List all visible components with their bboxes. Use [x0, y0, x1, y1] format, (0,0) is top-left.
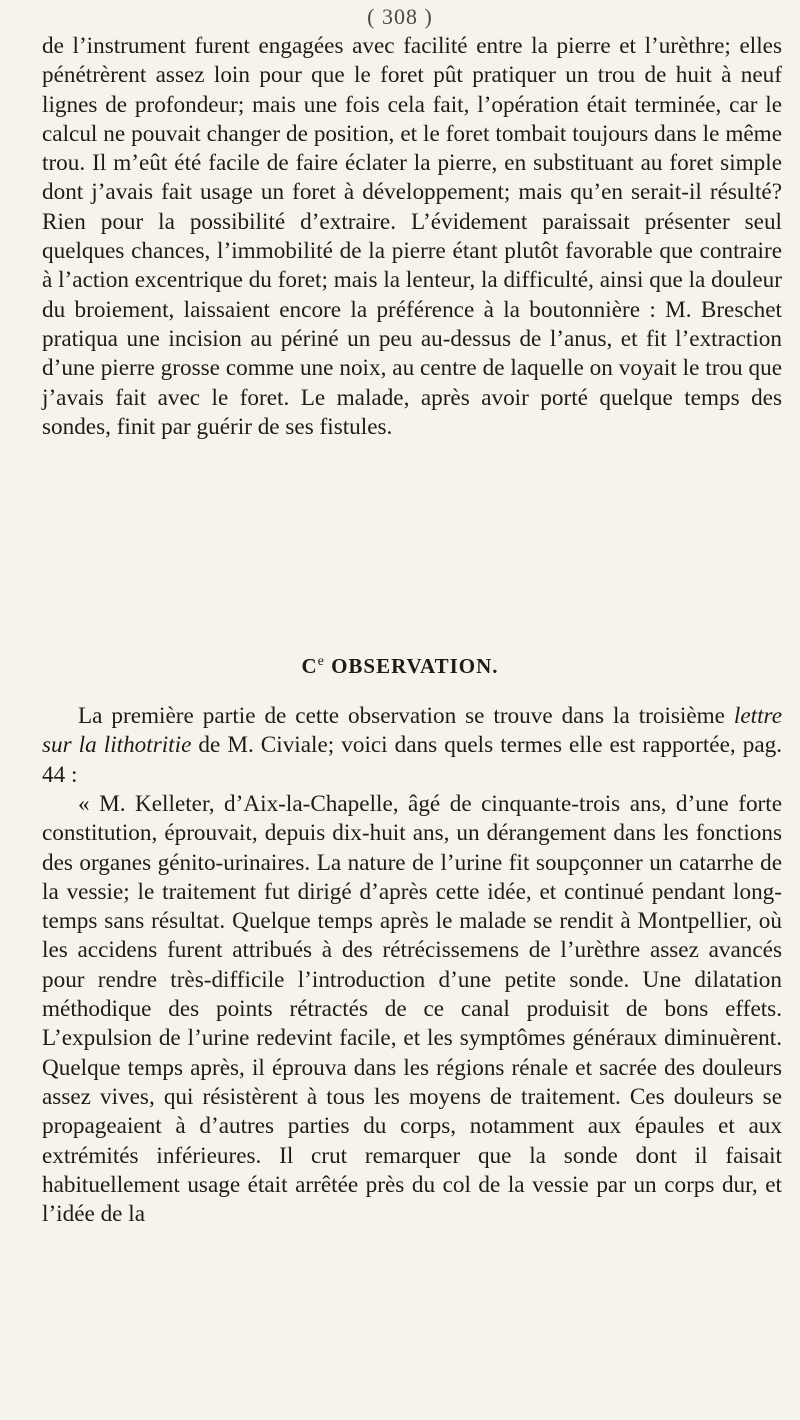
section-title: OBSERVATION.: [331, 654, 499, 678]
section-number-superscript: e: [317, 654, 325, 669]
paragraph-intro: [42, 702, 782, 790]
section-heading: [0, 654, 800, 679]
paragraph-intro-after: de M. Civiale; voici dans quels termes elle est rapportée, pag. 44 :: [42, 732, 783, 788]
paragraph-case-quote: « M. Kelleter, d’Aix-la-Chapelle, âgé de cinquante-trois ans, d’une forte constitution, éprouvait, depuis dix-huit ans, un dérangement dans les fonctions des organes génito-urinaires. La nature de l’urine fit soupçonner un catarrhe de la vessie; le traitement fut dirigé d’après cette idée, et continué pendant long-temps sans résultat. Quelque temps après le malade se rendit à Montpellier, où les accidens furent attribués à des rétrécissemens de l’urèthre assez avancés pour rendre très-difficile l’introduction d’une petite sonde. Une dilatation méthodique des points rétractés de ce canal produisit de bons effets. L’expulsion de l’urine redevint facile, et les symptômes généraux diminuèrent. Quelque temps après, il éprouva dans les régions rénale et sacrée des douleurs assez vives, qui résistèrent à tous les moyens de traitement. Ces douleurs se propageaient à d’autres parties du corps, notamment aux épaules et aux extrémités inférieures. Il crut remarquer que la sonde dont il faisait habituellement usage était arrêtée près du col de la vessie par un corps dur, et l’idée de la: [42, 791, 782, 1228]
section-number: C: [301, 654, 318, 678]
paragraph-intro-before: La première partie de cette observation se trouve dans la troisième: [78, 703, 734, 729]
cited-work-title: lettre sur la lithotritie: [42, 703, 782, 759]
paragraph-continued: de l’instrument furent engagées avec facilité entre la pierre et l’urèthre; elles pénétrèrent assez loin pour que le foret pût pratiquer un trou de huit à neuf lignes de profondeur; mais une fois cela fait, l’opération était terminée, car le calcul ne pouvait changer de position, et le foret tombait toujours dans le même trou. Il m’eût été facile de faire éclater la pierre, en substituant au foret simple dont j’avais fait usage un foret à développement; mais qu’en serait-il résulté? Rien pour la possibilité d’extraire. L’évidement paraissait présenter seul quelques chances, l’immobilité de la pierre étant plutôt favorable que contraire à l’action excentrique du foret; mais la lenteur, la difficulté, ainsi que la douleur du broiement, laissaient encore la préférence à la boutonnière : M. Breschet pratiqua une incision au périné un peu au-dessus de l’anus, et fit l’extraction d’une pierre grosse comme une noix, au centre de laquelle on voyait le trou que j’avais fait avec le foret. Le malade, après avoir porté quelque temps des sondes, finit par guérir de ses fistules.: [42, 33, 782, 440]
page-number: ( 308 ): [367, 4, 433, 29]
